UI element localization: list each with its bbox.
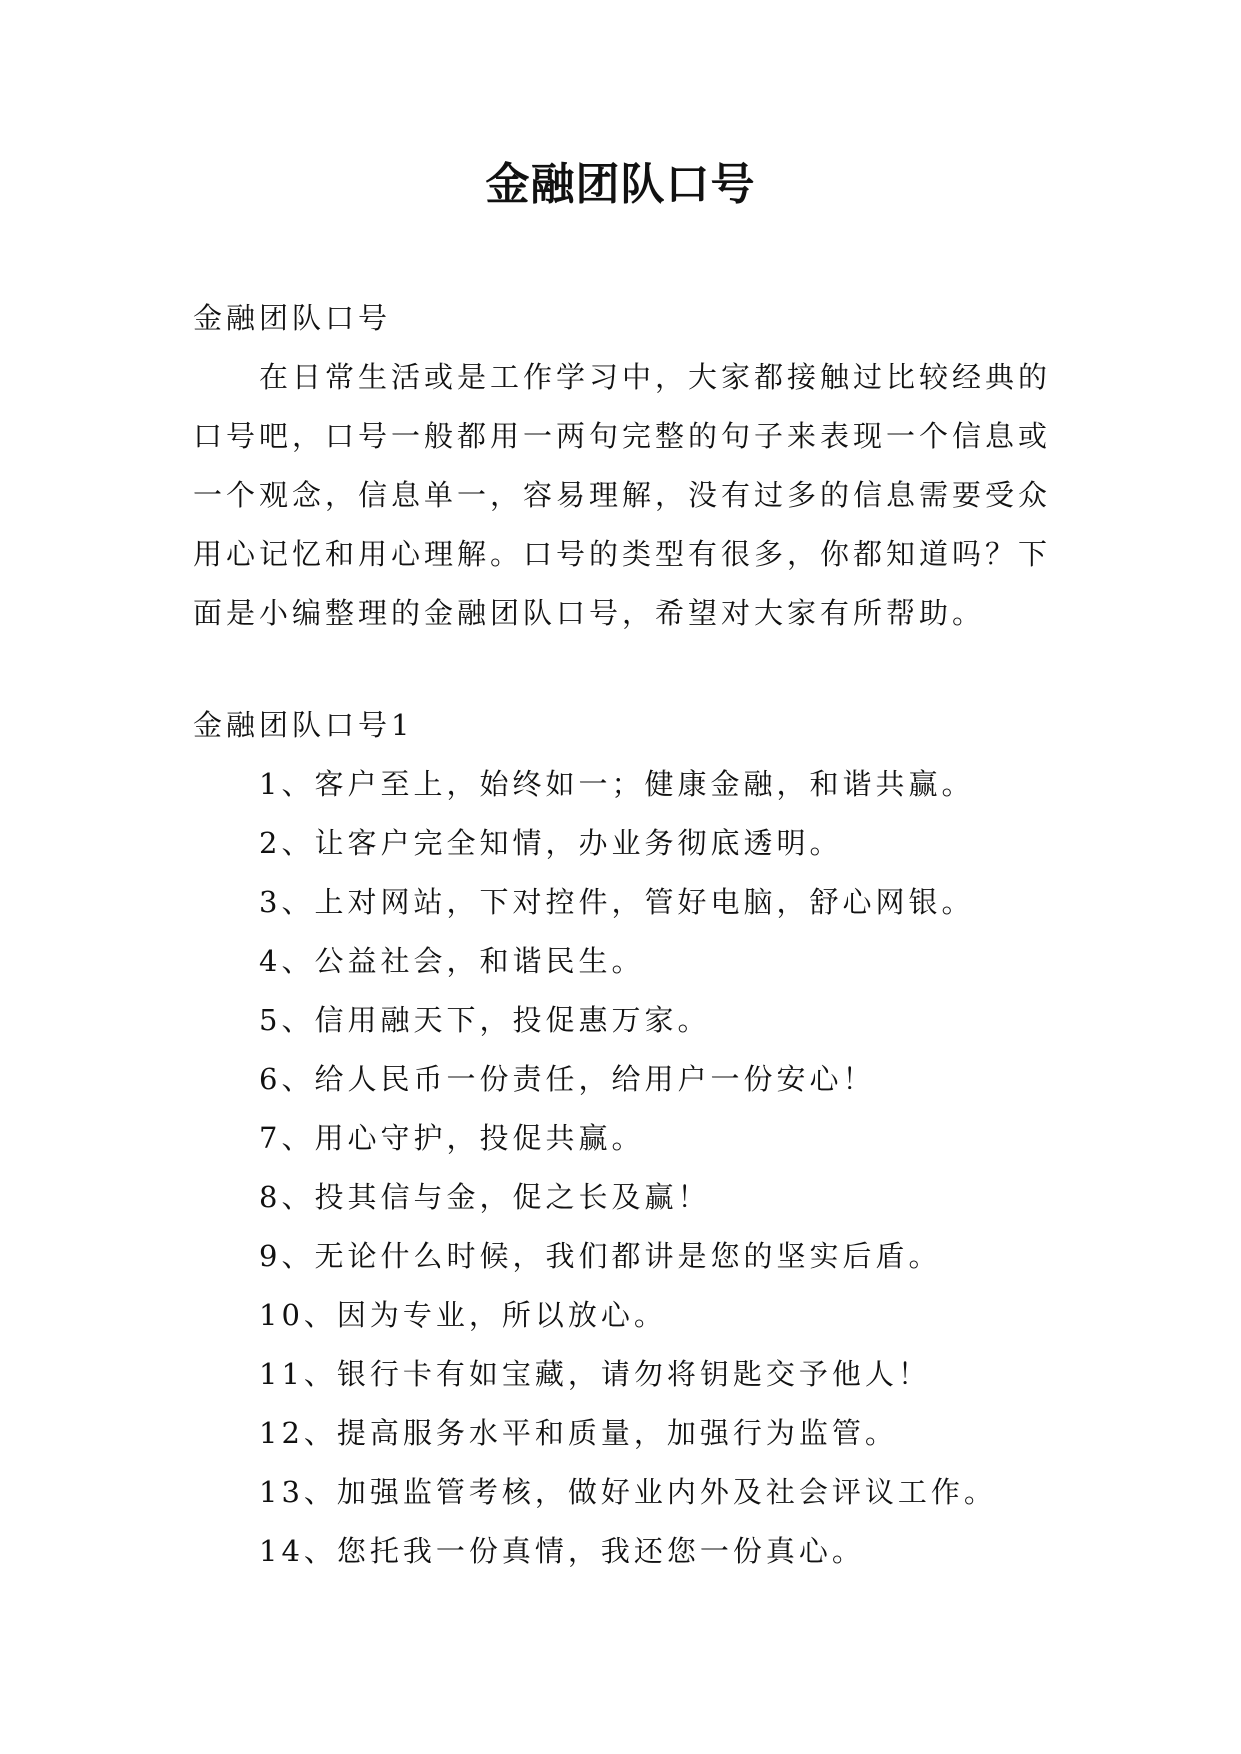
intro-line: 面是小编整理的金融团队口号，希望对大家有所帮助。 <box>193 596 986 630</box>
slogan-item: 2、让客户完全知情，办业务彻底透明。 <box>259 826 843 860</box>
slogan-item: 14、您托我一份真情，我还您一份真心。 <box>259 1534 865 1568</box>
slogan-item: 12、提高服务水平和质量，加强行为监管。 <box>259 1416 898 1450</box>
document-body <box>193 289 1093 1581</box>
subheading: 金融团队口号 <box>193 301 392 335</box>
slogan-item: 10、因为专业，所以放心。 <box>259 1298 667 1332</box>
intro-line: 一个观念，信息单一，容易理解，没有过多的信息需要受众 <box>193 478 1052 512</box>
slogan-item: 9、无论什么时候，我们都讲是您的坚实后盾。 <box>259 1239 942 1273</box>
slogan-item: 7、用心守护，投促共赢。 <box>259 1121 645 1155</box>
slogan-list <box>193 755 1093 1581</box>
intro-line: 在日常生活或是工作学习中，大家都接触过比较经典的 <box>259 360 1052 394</box>
slogan-item: 3、上对网站，下对控件，管好电脑，舒心网银。 <box>259 885 975 919</box>
intro-line: 口号吧，口号一般都用一两句完整的句子来表现一个信息或 <box>193 419 1052 453</box>
section-heading: 金融团队口号1 <box>193 708 414 742</box>
slogan-item: 4、公益社会，和谐民生。 <box>259 944 645 978</box>
document-title: 金融团队口号 <box>485 159 756 210</box>
slogan-item: 11、银行卡有如宝藏，请勿将钥匙交予他人！ <box>259 1357 931 1391</box>
intro-line: 用心记忆和用心理解。口号的类型有很多，你都知道吗？下 <box>193 537 1052 571</box>
slogan-item: 6、给人民币一份责任，给用户一份安心！ <box>259 1062 876 1096</box>
slogan-item: 8、投其信与金，促之长及赢！ <box>259 1180 711 1214</box>
slogan-item: 13、加强监管考核，做好业内外及社会评议工作。 <box>259 1475 997 1509</box>
slogan-item: 1、客户至上，始终如一；健康金融，和谐共赢。 <box>259 767 975 801</box>
intro-paragraph <box>193 348 1093 643</box>
slogan-item: 5、信用融天下，投促惠万家。 <box>259 1003 711 1037</box>
